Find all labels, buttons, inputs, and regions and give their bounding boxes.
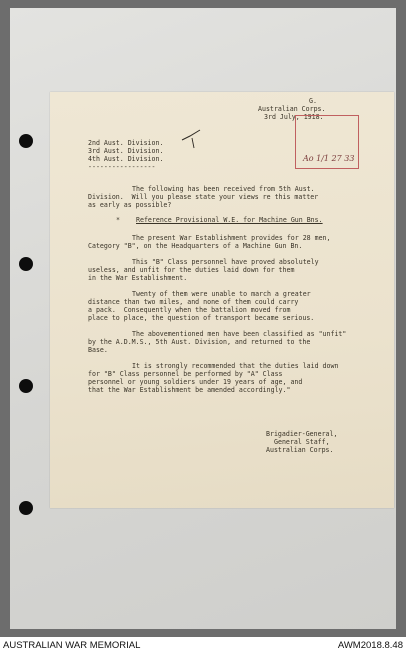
recipient-line: 4th Aust. Division.	[88, 155, 164, 163]
para-4-line: by the A.D.M.S., 5th Aust. Division, and returned to the	[88, 338, 311, 346]
punch-hole	[19, 501, 33, 515]
signature-line: General Staff,	[274, 438, 330, 446]
recipient-separator: -----------------	[88, 163, 156, 171]
para-3-line: place to place, the question of transport became serious.	[88, 314, 315, 322]
para-2-line: useless, and unfit for the duties laid down for them	[88, 266, 295, 274]
intro-line: The following has been received from 5th Aust.	[132, 185, 315, 193]
recipient-line: 2nd Aust. Division.	[88, 139, 164, 147]
para-4-line: Base.	[88, 346, 108, 354]
para-1-line: Category "B", on the Headquarters of a Machine Gun Bn.	[88, 242, 303, 250]
punch-hole	[19, 257, 33, 271]
recipient-line: 3rd Aust. Division.	[88, 147, 164, 155]
para-5-line: personnel or young soldiers under 19 years of age, and	[88, 378, 303, 386]
para-5-line: for "B" Class personnel be performed by "A" Class	[88, 370, 283, 378]
reference-bullet: *	[116, 216, 120, 224]
footer-accession-number: AWM2018.8.48	[337, 640, 403, 651]
para-1-line: The present War Establishment provides for 28 men,	[132, 234, 331, 242]
punch-hole	[19, 134, 33, 148]
para-3-line: Twenty of them were unable to march a greater	[132, 290, 311, 298]
stamp-handwriting: Ao 1/1 27 33	[303, 154, 355, 163]
signature-line: Brigadier-General,	[266, 430, 338, 438]
intro-line: as early as possible?	[88, 201, 172, 209]
para-3-line: a pack. Consequently when the battalion moved from	[88, 306, 291, 314]
pen-tick-mark	[180, 128, 202, 150]
punch-hole	[19, 379, 33, 393]
reference-title: Reference Provisional W.E. for Machine Gun Bns.	[136, 216, 323, 224]
typed-memo	[50, 92, 394, 508]
para-2-line: This "B" Class personnel have proved absolutely	[132, 258, 319, 266]
para-2-line: in the War Establishment.	[88, 274, 188, 282]
para-5-line: that the War Establishment be amended accordingly."	[88, 386, 291, 394]
corps-mark: G.	[309, 97, 317, 105]
footer-institution: AUSTRALIAN WAR MEMORIAL	[3, 640, 141, 651]
memo-date: 3rd July, 1918.	[264, 113, 324, 121]
header-org: Australian Corps.	[258, 105, 326, 113]
intro-line: Division. Will you please state your views re this matter	[88, 193, 319, 201]
para-4-line: The abovementioned men have been classified as "unfit"	[132, 330, 347, 338]
para-5-line: It is strongly recommended that the duties laid down	[132, 362, 339, 370]
para-3-line: distance than two miles, and none of them could carry	[88, 298, 299, 306]
signature-line: Australian Corps.	[266, 446, 334, 454]
footer-bar	[0, 637, 406, 653]
